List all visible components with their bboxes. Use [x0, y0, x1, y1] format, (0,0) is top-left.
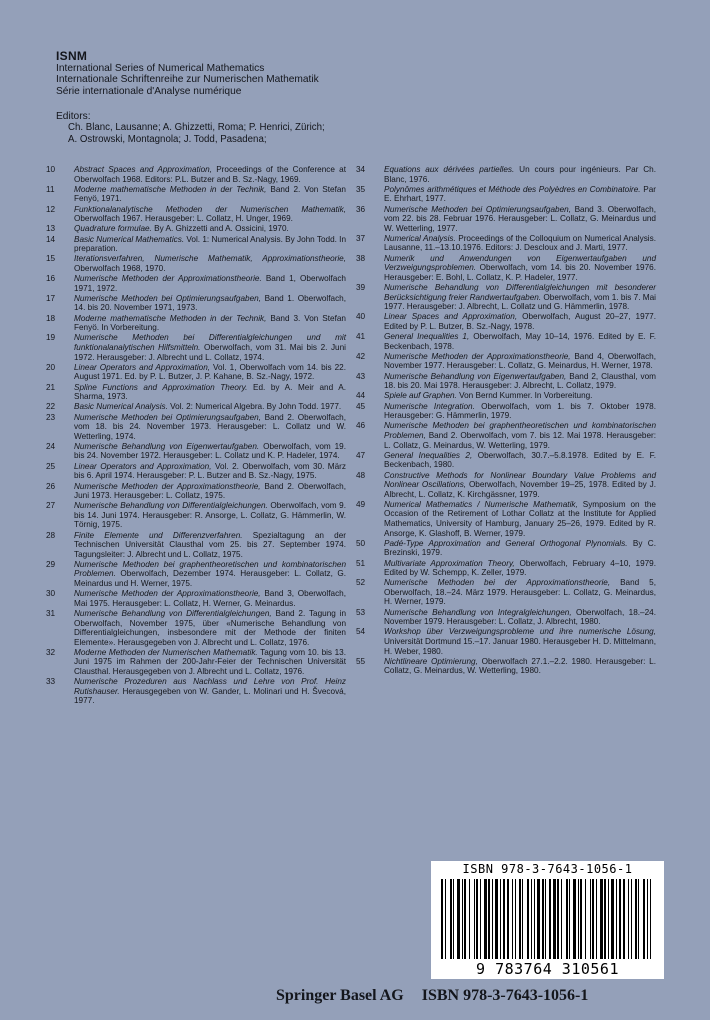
volume-number: 43	[356, 371, 366, 381]
barcode-bar	[474, 879, 475, 959]
volume-entry	[46, 333, 346, 362]
volume-number: 49	[356, 499, 366, 509]
barcode-bar	[561, 879, 562, 959]
volume-entry	[46, 609, 346, 647]
barcode-bar	[464, 879, 466, 959]
barcode-bar	[592, 879, 594, 959]
volume-title: Funktionalanalytische Methoden der Numerischen Mathematik,	[74, 204, 346, 214]
series-title: ISNM	[56, 49, 88, 63]
volume-title: Numerische Methoden der Approximationstheorie,	[74, 481, 261, 491]
volume-title: Multivariate Approximation Theory,	[384, 558, 515, 568]
barcode-bars	[441, 879, 654, 959]
volume-number: 23	[46, 412, 56, 422]
volume-details: Vol. 1: Numerical Analysis. By John Todd. In preparation.	[74, 234, 346, 254]
barcode-bar	[469, 879, 470, 959]
barcode-bar	[623, 879, 625, 959]
volume-entry	[46, 185, 346, 204]
volume-details: Oberwolfach, vom 14. bis 20. November 1976. Herausgeber: E. Bohl, L. Collatz, K. P. Hadeler, 1977.	[384, 263, 656, 282]
volume-entry	[46, 383, 346, 402]
barcode-bar	[611, 879, 614, 959]
volume-entry	[46, 648, 346, 677]
barcode-bar	[534, 879, 535, 959]
volume-entry	[356, 657, 656, 676]
volume-title: Moderne Methoden der Numerischen Mathematik.	[74, 647, 258, 657]
volume-number: 30	[46, 589, 56, 599]
volume-title: Linear Operators and Approximation,	[74, 461, 212, 471]
volume-details: Oberwolfach, Dezember 1974. Herausgeber: L. Collatz, G. Meinardus und H. Werner, 1975.	[74, 569, 346, 589]
volume-details: Band 2. Tagung in Oberwolfach, November 1975, über «Numerische Behandlung von Differentialgleichungen, insbesondere mit der Methode der finiten Elemente». Herausgegeben von J. Albrecht und L. Collatz, 1976.	[74, 609, 347, 647]
volume-entry	[356, 608, 656, 627]
barcode-bar	[650, 879, 651, 959]
volume-entry	[46, 165, 346, 184]
volume-number: 16	[46, 274, 56, 284]
volume-details: Universität Dortmund 15.–17. Januar 1980. Herausgeber H. D. Mittelmann, H. Weber, 1980.	[384, 637, 656, 656]
volume-details: Band 2. Von Stefan Fenyö, 1971.	[74, 184, 346, 204]
volume-title: Numerische Prozeduren aus Nachlass und Lehre von Prof. Heinz Rutishauser.	[74, 677, 346, 696]
volume-title: General Inequalities 1,	[384, 332, 470, 342]
volume-number: 45	[356, 401, 366, 411]
volume-list-right	[356, 165, 656, 677]
volume-number: 27	[46, 501, 56, 511]
volume-details: Tagung vom 10. bis 13. Juni 1975 im Rahmen der 200-Jahr-Feier der Technischen Universität Clausthal. Herausgegeben von J. Albrecht und L. Collatz, 1976.	[74, 647, 346, 677]
barcode-bar	[573, 879, 576, 959]
volume-title: Numerische Behandlung von Differentialgleichungen mit besonderer Berücksichtigung freier Randwertaufgaben.	[384, 283, 656, 302]
publisher-name: Springer Basel AG	[276, 987, 404, 1004]
volume-entry	[46, 314, 346, 333]
barcode-bar	[488, 879, 490, 959]
barcode-bar	[457, 879, 460, 959]
volume-details: Oberwolfach, November 19–25, 1978. Edited by J. Albrecht, L. Collatz, K. Kirchgässner, 1979.	[384, 480, 656, 499]
barcode-bar	[445, 879, 446, 959]
volume-details: Herausgegeben von W. Gander, L. Molinari und H. Švecová, 1977.	[74, 686, 346, 706]
volume-entry	[46, 274, 346, 293]
volume-details: Oberwolfach, May 10–14, 1976. Edited by E. F. Beckenbach, 1978.	[384, 332, 656, 351]
volume-entry	[356, 539, 656, 558]
footer-isbn: ISBN 978-3-7643-1056-1	[421, 987, 589, 1004]
barcode-bar	[585, 879, 586, 959]
barcode-bar	[545, 879, 546, 959]
barcode-bar	[480, 879, 481, 959]
volume-details: Ed. by A. Meir and A. Sharma, 1973.	[74, 382, 346, 402]
volume-details: Symposium on the Occasion of the Retirement of Lothar Collatz at the Institute for Applied Mathematics, University of Hamburg, January 25–26, 1979. Edited by R. Ansorge, K. Glashoff, B. Werner, 1979.	[384, 499, 656, 538]
volume-entry	[46, 501, 346, 530]
volume-details: Oberwolfach, 30.7.–5.8.1978. Edited by E. F. Beckenbach, 1980.	[384, 450, 656, 470]
editors-label: Editors:	[56, 111, 91, 122]
series-name-de: Internationale Schriftenreihe zur Numerischen Mathematik	[56, 74, 319, 86]
volume-number: 47	[356, 450, 366, 460]
volume-details: Oberwolfach, vom 19. bis 24. November 1972. Herausgeber: L. Collatz und K. P. Hadeler, 1974.	[74, 441, 346, 461]
volume-entry	[46, 402, 346, 412]
volume-number: 48	[356, 470, 366, 480]
volume-details: Band 1. Oberwolfach, 14. bis 20. November 1971, 1973.	[74, 293, 346, 313]
volume-entry	[46, 442, 346, 461]
volume-title: Polynômes arithmétiques et Méthode des Polyèdres en Combinatoire.	[384, 184, 641, 194]
volume-entry	[356, 578, 656, 607]
volume-title: Basic Numerical Mathematics.	[74, 234, 185, 244]
volume-entry	[356, 185, 656, 204]
barcode-bar	[566, 879, 568, 959]
barcode-bar	[590, 879, 591, 959]
volume-details: Par E. Ehrhart, 1977.	[384, 184, 656, 204]
barcode-bar	[643, 879, 645, 959]
volume-number: 11	[46, 184, 55, 194]
volume-title: Iterationsverfahren, Numerische Mathematik, Approximationstheorie,	[74, 254, 346, 264]
volume-details: Vol. 2. Oberwolfach, vom 30. März bis 6. April 1974. Herausgeber: P. L. Butzer and B. Sz.-Nagy, 1975.	[74, 461, 346, 481]
volume-title: Padé-Type Approximation and General Orthogonal Plynomials.	[384, 538, 628, 548]
volume-details: By C. Brezinski, 1979.	[384, 538, 656, 558]
barcode-bar	[580, 879, 582, 959]
volume-number: 12	[46, 204, 56, 214]
barcode-bar	[522, 879, 523, 959]
volume-title: Nichtlineare Optimierung,	[384, 656, 478, 666]
volume-title: General Inequalities 2,	[384, 450, 473, 460]
volume-details: Band 1, Oberwolfach 1971, 1972.	[74, 274, 346, 293]
barcode	[431, 861, 664, 979]
volume-number: 22	[46, 402, 56, 412]
barcode-bar	[600, 879, 603, 959]
barcode-bar	[531, 879, 532, 959]
volume-title: Numerische Methoden bei Optimierungsaufgaben,	[74, 293, 261, 303]
volume-entry	[46, 560, 346, 589]
barcode-bar	[542, 879, 544, 959]
volume-entry	[356, 627, 656, 656]
volume-entry	[46, 294, 346, 313]
volume-number: 10	[46, 165, 56, 174]
volume-number: 21	[46, 382, 56, 392]
volume-number: 39	[356, 283, 366, 292]
volume-entry	[356, 471, 656, 500]
volume-title: Numerical Analysis.	[384, 233, 456, 243]
editors-line-1: Ch. Blanc, Lausanne; A. Ghizzetti, Roma; P. Henrici, Zürich;	[68, 122, 325, 134]
volume-entry	[46, 235, 346, 254]
volume-details: By A. Ghizzetti and A. Ossicini, 1970.	[151, 224, 289, 234]
volume-details: Vol. 1, Oberwolfach vom 14. bis 22. August 1971. Ed. by P. L. Butzer, J. P. Kahane, B. Sz.-Nagy, 1972.	[74, 362, 346, 382]
volume-details: Band 2. Oberwolfach, Juni 1973. Herausgeber: L. Collatz, 1975.	[74, 481, 347, 501]
volume-title: Abstract Spaces and Approximation,	[74, 165, 212, 174]
volume-entry	[356, 402, 656, 421]
volume-number: 29	[46, 559, 56, 569]
volume-title: Numerische Behandlung von Differentialgleichungen.	[74, 501, 268, 511]
volume-title: Numerische Methoden bei graphentheoretischen und kombinatorischen Problemen.	[74, 559, 346, 579]
barcode-bar	[500, 879, 501, 959]
barcode-bar	[596, 879, 597, 959]
volume-details: Band 3. Oberwolfach, vom 22. bis 28. Februar 1976. Herausgeber: L. Collatz, G. Meinardus und W. Wetterling, 1977.	[384, 204, 656, 233]
barcode-bar	[553, 879, 556, 959]
volume-title: Basic Numerical Analysis.	[74, 402, 168, 412]
volume-entry	[46, 531, 346, 560]
volume-number: 20	[46, 362, 56, 372]
volume-entry	[356, 500, 656, 538]
volume-details: Oberwolfach, vom 31. Mai bis 2. Juni 1972. Herausgeber: J. Albrecht und L. Collatz, 1974.	[74, 343, 346, 362]
volume-details: Proceedings of the Conference at Oberwolfach 1968. Editors: P.L. Butzer and B. Sz.-Nagy, 1969.	[74, 165, 346, 184]
volume-number: 15	[46, 254, 56, 264]
volume-entry	[46, 462, 346, 481]
volume-details: Spezialtagung an der Technischen Universität Clausthal vom 25. bis 27. September 1974. Tagungsleiter: J. Albrecht und L. Collatz, 1975.	[74, 530, 346, 559]
volume-title: Moderne mathematische Methoden in der Technik,	[74, 313, 267, 323]
volume-title: Numerische Methoden bei Optimierungsaufgaben,	[384, 204, 571, 214]
volume-entry	[356, 205, 656, 234]
barcode-bar	[635, 879, 637, 959]
volume-number: 25	[46, 461, 56, 471]
volume-entry	[356, 391, 656, 401]
barcode-bar	[519, 879, 521, 959]
volume-number: 32	[46, 647, 56, 657]
volume-entry	[46, 413, 346, 442]
volume-number: 37	[356, 233, 366, 243]
volume-number: 36	[356, 204, 366, 214]
volume-details: Oberwolfach 27.1.–2.2. 1980. Herausgeber: L. Collatz, G. Meinardus, W. Wetterling, 1980.	[384, 656, 656, 676]
volume-number: 55	[356, 656, 366, 666]
volume-title: Numerische Behandlung von Integralgleichungen,	[384, 607, 572, 617]
volume-number: 17	[46, 293, 56, 303]
barcode-bar	[557, 879, 559, 959]
volume-title: Constructive Methods for Nonlinear Boundary Value Problems and Nonlinear Oscillations,	[384, 470, 656, 490]
volume-entry	[356, 332, 656, 351]
volume-details: Vol. 2: Numerical Algebra. By John Todd. 1977.	[167, 402, 342, 412]
volume-title: Numerische Behandlung von Eigenwertaufgaben,	[384, 371, 567, 381]
editors-block	[56, 111, 656, 145]
volume-title: Numerische Methoden bei Optimierungsaufgaben,	[74, 412, 261, 422]
barcode-bar	[616, 879, 617, 959]
volume-entry	[356, 254, 656, 283]
volume-title: Finite Elemente und Differenzverfahren.	[74, 530, 243, 540]
volume-details: Oberwolfach, 18.–24. November 1979. Herausgeber: L. Collatz, J. Albrecht, 1980.	[384, 607, 656, 627]
volume-details: Oberwolfach, vom 9. bis 14. Juni 1974. Herausgeber: R. Ansorge, L. Collatz, G. Hämmerlin, W. Törnig, 1975.	[74, 501, 346, 530]
volume-number: 50	[356, 538, 366, 548]
volume-entry	[46, 589, 346, 608]
volume-entry	[356, 372, 656, 391]
volume-title: Numerische Methoden der Approximationstheorie,	[384, 351, 571, 361]
volume-entry	[356, 421, 656, 450]
volume-title: Numerische Methoden bei Differentialgleichungen und mit funktionalanalytischen Hilfsmitteln.	[74, 333, 346, 353]
volume-number: 28	[46, 530, 56, 540]
volume-number: 54	[356, 627, 366, 637]
volume-title: Equations aux dérivées partielles.	[384, 165, 515, 174]
volume-details: Band 2, Clausthal, vom 18. bis 20. Mai 1978. Herausgeber: J. Albrecht, L. Collatz, 1979.	[384, 371, 656, 391]
volume-entry	[46, 205, 346, 224]
barcode-bar	[628, 879, 629, 959]
volume-entry	[46, 677, 346, 706]
editors-line-2: A. Ostrowski, Montagnola; J. Todd, Pasadena;	[68, 133, 267, 145]
barcode-bar	[495, 879, 498, 959]
volume-title: Numerische Methoden der Approximationstheorie,	[74, 589, 261, 599]
volume-entry	[356, 352, 656, 371]
barcode-bar	[453, 879, 454, 959]
volume-entry	[46, 254, 346, 273]
volume-title: Spline Functions and Approximation Theory.	[74, 382, 248, 392]
volume-number: 40	[356, 312, 366, 322]
volume-title: Numerische Methoden bei der Approximationstheorie,	[384, 578, 611, 588]
volume-entry	[356, 234, 656, 253]
volume-number: 38	[356, 253, 366, 263]
volume-details: Oberwolfach, vom 1. bis 7. Mai 1977. Herausgeber: J. Albrecht, L. Collatz und G. Hämmerlin, 1978.	[384, 292, 656, 312]
volume-details: Oberwolfach, vom 1. bis 7. Oktober 1978. Herausgeber: G. Hämmerlin, 1979.	[384, 401, 656, 421]
volume-entry	[356, 165, 656, 184]
volume-title: Linear Spaces and Approximation,	[384, 312, 518, 322]
barcode-bar	[484, 879, 487, 959]
volume-details: Von Bernd Kummer. In Vorbereitung.	[456, 391, 593, 401]
volume-details: Un cours pour ingénieurs. Par Ch. Blanc, 1976.	[384, 165, 656, 184]
volume-details: Band 5, Oberwolfach, 18.–24. März 1979. Herausgeber: L. Collatz, G. Meinardus, H. Werner, 1979.	[384, 578, 657, 607]
volume-details: Oberwolfach, February 4–10, 1979. Edited by W. Schempp, K. Zeller, 1979.	[384, 558, 656, 578]
barcode-bar	[492, 879, 493, 959]
volume-details: Band 2. Oberwolfach, vom 18. bis 24. November 1973. Herausgeber: L. Collatz und W. Wetterling, 1974.	[74, 412, 346, 441]
barcode-bar	[507, 879, 509, 959]
barcode-bar	[441, 879, 443, 959]
volume-list-left	[46, 165, 346, 707]
volume-details: Oberwolfach, August 20–27, 1977. Edited by P. L. Butzer, B. Sz.-Nagy, 1978.	[384, 312, 657, 331]
volume-title: Numerik und Anwendungen von Eigenwertaufgaben und Verzweigungsproblemen.	[384, 253, 656, 273]
volume-number: 41	[356, 332, 366, 342]
series-header	[56, 50, 676, 97]
barcode-bar	[619, 879, 621, 959]
volume-title: Numerical Mathematics / Numerische Mathematik,	[384, 499, 578, 509]
barcode-bar	[549, 879, 551, 959]
volume-title: Moderne mathematische Methoden in der Technik,	[74, 184, 267, 194]
barcode-bar	[512, 879, 513, 959]
volume-details: Band 4, Oberwolfach, November 1977. Herausgeber: L. Collatz, G. Meinardus, H. Werner, 1978.	[384, 351, 657, 371]
barcode-bar	[604, 879, 606, 959]
volume-entry	[46, 482, 346, 501]
barcode-digits: 9 783764 310561	[476, 960, 619, 978]
volume-number: 13	[46, 224, 56, 234]
volume-number: 42	[356, 351, 366, 361]
volume-entry	[46, 363, 346, 382]
barcode-bar	[476, 879, 478, 959]
volume-number: 35	[356, 184, 366, 194]
volume-number: 53	[356, 607, 366, 617]
volume-number: 52	[356, 578, 366, 588]
volume-number: 33	[46, 677, 56, 687]
volume-title: Numerische Methoden der Approximationstheorie.	[74, 274, 262, 284]
barcode-isbn-label: ISBN 978-3-7643-1056-1	[462, 862, 633, 876]
volume-entry	[356, 283, 656, 312]
barcode-bar	[537, 879, 540, 959]
volume-entry	[356, 312, 656, 331]
volume-number: 51	[356, 558, 366, 568]
volume-entry	[356, 451, 656, 470]
volume-number: 18	[46, 313, 56, 323]
barcode-bar	[569, 879, 570, 959]
barcode-bar	[503, 879, 505, 959]
barcode-bar	[450, 879, 452, 959]
volume-number: 24	[46, 441, 56, 451]
volume-details: Proceedings of the Colloquium on Numerical Analysis. Lausanne, 11.–13.10.1976. Editors: J. Descloux and J. Marti, 1977.	[384, 233, 656, 253]
volume-title: Linear Operators and Approximation,	[74, 362, 211, 372]
volume-title: Numerische Behandlung von Eigenwertaufgaben.	[74, 441, 260, 451]
footer	[276, 987, 696, 1005]
volume-title: Quadrature formulae.	[74, 224, 152, 234]
volume-details: Oberwolfach 1968, 1970.	[74, 263, 166, 273]
barcode-bar	[527, 879, 529, 959]
barcode-bar	[638, 879, 639, 959]
volume-number: 31	[46, 609, 56, 619]
volume-details: Band 3. Von Stefan Fenyö. In Vorbereitung.	[74, 313, 346, 333]
volume-title: Spiele auf Graphen.	[384, 391, 457, 401]
volume-number: 14	[46, 234, 56, 244]
volume-details: Band 3, Oberwolfach, Mai 1975. Herausgeber: L. Collatz, H. Werner, G. Meinardus.	[74, 589, 347, 608]
volume-number: 44	[356, 391, 366, 401]
barcode-bar	[647, 879, 648, 959]
volume-title: Numerische Methoden bei graphentheoretischen und kombinatorischen Problemen,	[384, 421, 656, 441]
series-name-en: International Series of Numerical Mathematics	[56, 63, 265, 74]
volume-details: Band 2. Oberwolfach, vom 7. bis 12. Mai 1978. Herausgeber: L. Collatz, G. Meinardus, W. Wetterling, 1979.	[384, 431, 656, 450]
volume-details: Oberwolfach 1967. Herausgeber: L. Collatz, H. Unger, 1969.	[74, 214, 293, 224]
volume-number: 19	[46, 333, 56, 343]
volume-entry	[46, 224, 346, 234]
volume-number: 26	[46, 481, 56, 491]
series-name-fr: Série internationale d'Analyse numérique	[56, 85, 242, 97]
volume-title: Numerische Integration.	[384, 401, 475, 411]
barcode-bar	[515, 879, 516, 959]
volume-number: 34	[356, 165, 366, 174]
barcode-bar	[578, 879, 579, 959]
volume-entry	[356, 559, 656, 578]
barcode-bar	[462, 879, 463, 959]
volume-title: Numerische Behandlung von Differentialgleichungen,	[74, 609, 272, 619]
volume-title: Workshop über Verzweigungsprobleme und ihre numerische Lösung,	[384, 627, 656, 637]
volume-number: 46	[356, 421, 366, 431]
barcode-bar	[631, 879, 632, 959]
barcode-bar	[608, 879, 609, 959]
